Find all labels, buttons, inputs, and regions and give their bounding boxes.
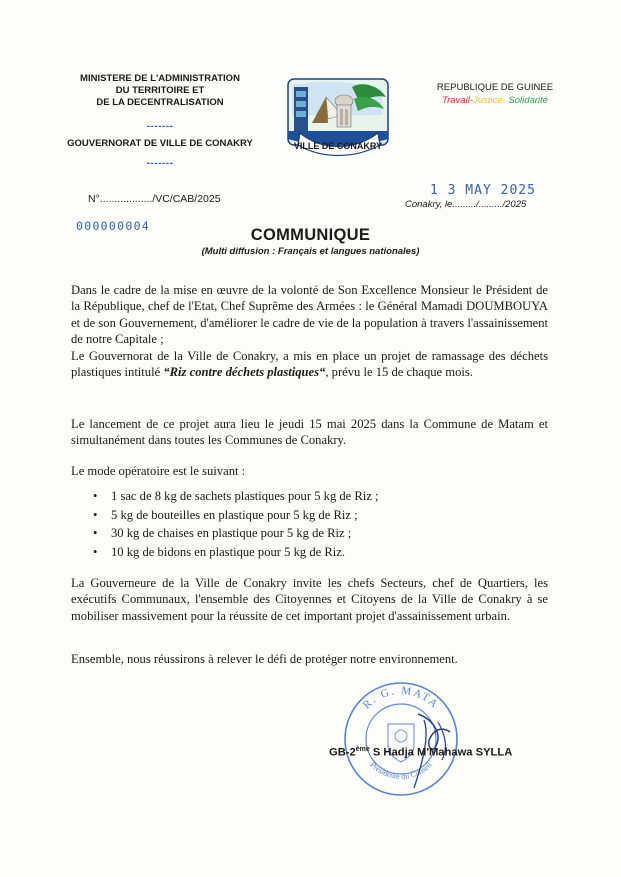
header-separator-2: ------- <box>146 158 174 169</box>
reference-number: N°................../VC/CAB/2025 <box>88 193 221 205</box>
country-name: REPUBLIQUE DE GUINEE <box>436 82 554 93</box>
paragraph-5: La Gouverneure de la Ville de Conakry invite les chefs Secteurs, chef de Quartiers, les exécutifs Communaux, l'ensemble des Citoyennes et Citoyens de la Ville de Conakry à se mobiliser massivement pour la réussite de cet important projet d'assainissement urbain. <box>71 576 548 623</box>
paragraph-4: Le mode opératoire est le suivant : <box>71 464 246 478</box>
serial-number-stamp: 000000004 <box>76 219 151 233</box>
bullet-icon: • <box>93 544 98 559</box>
paragraph-3: Le lancement de ce projet aura lieu le jeudi 15 mai 2025 dans la Commune de Matam et simultanément dans toutes les Communes de Conakry. <box>71 417 548 448</box>
project-name: “Riz contre déchets plastiques“ <box>163 365 326 380</box>
list-item: • 10 kg de bidons en plastique pour 5 kg de Riz. <box>71 543 548 562</box>
ministry-line-1: MINISTERE DE L'ADMINISTRATION <box>80 73 240 84</box>
list-item: • 30 kg de chaises en plastique pour 5 kg de Riz ; <box>71 524 548 543</box>
rank-superscript: ème <box>355 746 370 753</box>
bullet-icon: • <box>93 507 98 522</box>
paragraph-6: Ensemble, nous réussirons à relever le défi de protéger notre environnement. <box>71 652 458 666</box>
ville-de-conakry-logo <box>282 75 394 158</box>
header-left <box>60 73 260 170</box>
paragraph-2 <box>71 348 548 381</box>
signatory-name: GB-2ème S Hadja M'Mahawa SYLLA <box>329 746 513 759</box>
exchange-rates-list <box>71 487 548 561</box>
list-item: • 5 kg de bouteilles en plastique pour 5 kg de Riz ; <box>71 506 548 525</box>
svg-text:R. G. MATA: R. G. MATA <box>360 684 442 712</box>
motto-solidarite: Solidarité <box>508 95 548 106</box>
ministry-line-2: DU TERRITOIRE ET <box>115 85 205 96</box>
document-subtitle: (Multi diffusion : Français et langues nationales) <box>201 246 420 257</box>
header-right <box>400 81 590 107</box>
logo-banner-text: VILLE DE CONAKRY <box>293 141 383 151</box>
paragraph-2-end: , prévu le 15 de chaque mois. <box>325 365 473 380</box>
motto-travail: Travail- <box>442 95 473 106</box>
document-title: COMMUNIQUE <box>250 226 371 244</box>
received-date-stamp: 1 3 MAY 2025 <box>430 183 536 198</box>
national-motto <box>400 94 590 107</box>
ministry-line-3: DE LA DECENTRALISATION <box>96 97 224 108</box>
motto-justice: Justice- <box>472 95 506 106</box>
date-line: Conakry, le........./........./2025 <box>405 199 527 210</box>
paragraph-2-text: Le Gouvernorat de la Ville de Conakry, a mis en place un projet de ramassage des déchets plastiques intitulé <box>71 349 548 380</box>
official-seal <box>338 676 464 802</box>
bullet-icon: • <box>93 526 98 541</box>
gouvernorat-name: GOUVERNORAT DE VILLE DE CONAKRY <box>67 138 253 149</box>
list-item: • 1 sac de 8 kg de sachets plastiques pour 5 kg de Riz ; <box>71 487 548 506</box>
paragraph-1: Dans le cadre de la mise en œuvre de la volonté de Son Excellence Monsieur le Président de la République, chef de l'Etat, Chef Suprême des Armées : le Général Mamadi DOUMBOUYA et de son Gouvernement, d'améliorer le cadre de vie de la population à travers l'assainissement de notre Capitale ; <box>71 283 548 347</box>
header-separator: ------- <box>146 121 174 132</box>
bullet-icon: • <box>93 489 98 503</box>
svg-text:Présidente du Conseil: Présidente du Conseil <box>368 760 434 781</box>
